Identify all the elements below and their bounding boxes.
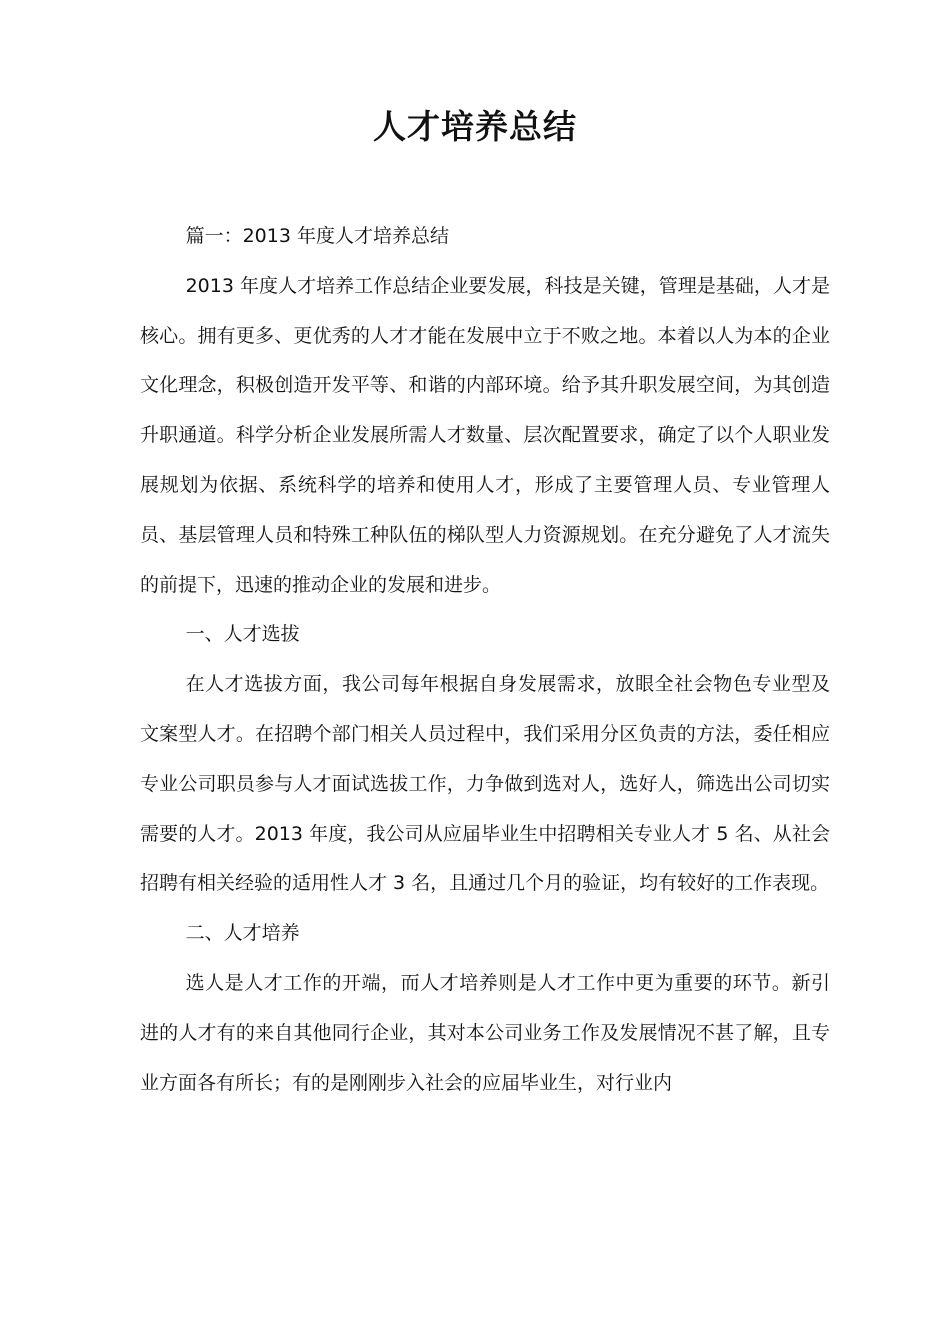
section-heading-selection: 一、人才选拔 (185, 623, 300, 646)
paragraph-training: 选人是人才工作的开端，而人才培养则是人才工作中更为重要的环节。新引进的人才有的来自其他同行企业，其对本公司业务工作及发展情况不甚了解，且专业方面各有所长；有的是刚刚步入社会的应届毕业生，对行业内 (140, 971, 830, 1094)
document-body (140, 212, 830, 1108)
paragraph-selection: 在人才选拔方面，我公司每年根据自身发展需求，放眼全社会物色专业型及文案型人才。在招聘个部门相关人员过程中，我们采用分区负责的方法，委任相应专业公司职员参与人才面试选拔工作，力争做到选对人，选好人，筛选出公司切实需要的人才。2013 年度，我公司从应届毕业生中招聘相关专业人才 5 名、从社会招聘有相关经验的适用性人才 3 名，且通过几个月的验证，均有较好的工作表现。 (140, 673, 830, 895)
section-heading-part-one: 篇一：2013 年度人才培养总结 (185, 225, 449, 247)
section-heading-training: 二、人才培养 (185, 922, 300, 945)
document-title: 人才培养总结 (373, 107, 577, 146)
paragraph-intro: 2013 年度人才培养工作总结企业要发展，科技是关键，管理是基础，人才是核心。拥有更多、更优秀的人才才能在发展中立于不败之地。本着以人为本的企业文化理念，积极创造开发平等、和谐的内部环境。给予其升职发展空间，为其创造升职通道。科学分析企业发展所需人才数量、层次配置要求，确定了以个人职业发展规划为依据、系统科学的培养和使用人才，形成了主要管理人员、专业管理人员、基层管理人员和特殊工种队伍的梯队型人力资源规划。在充分避免了人才流失的前提下，迅速的推动企业的发展和进步。 (140, 274, 830, 596)
